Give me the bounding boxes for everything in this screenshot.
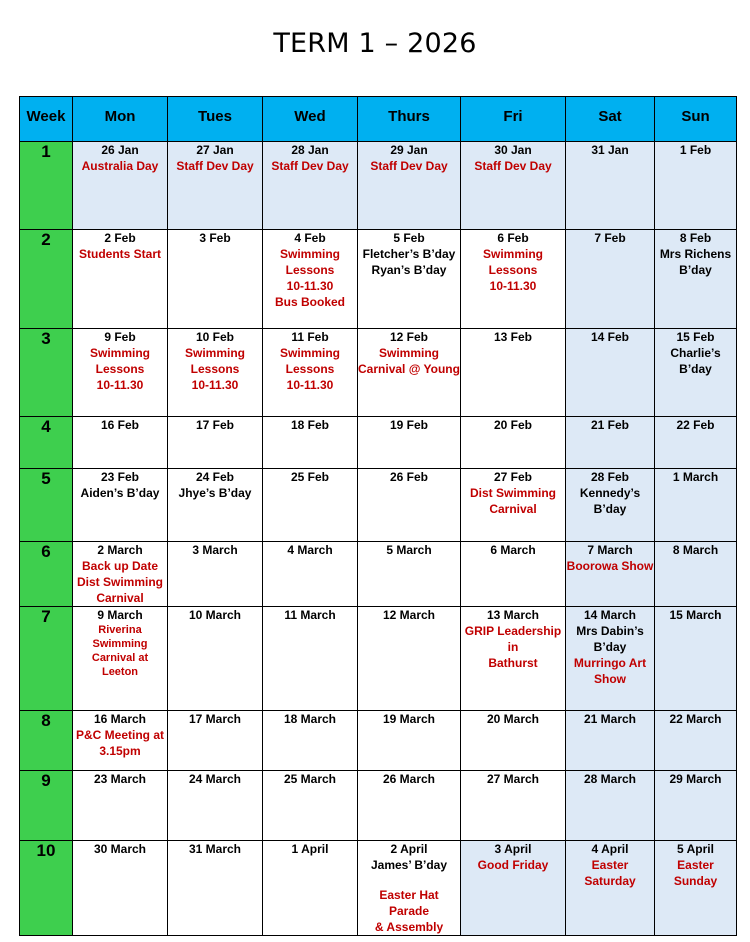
day-event: Mrs Richens — [659, 247, 732, 261]
day-event: Ryan’s B’day — [371, 263, 447, 277]
day-cell — [73, 607, 168, 711]
day-date: 26 March — [382, 772, 436, 786]
term-calendar-table — [19, 96, 737, 936]
day-cell — [73, 142, 168, 230]
day-date: 6 Feb — [497, 231, 529, 245]
week-row — [20, 841, 737, 936]
day-cell — [73, 469, 168, 542]
day-date: 28 March — [583, 772, 637, 786]
day-event: Easter — [677, 858, 714, 872]
day-event: Swimming — [89, 346, 150, 360]
day-cell — [655, 230, 737, 329]
day-cell — [566, 542, 655, 607]
day-date: 9 Feb — [104, 330, 136, 344]
day-event: Australia Day — [81, 159, 159, 173]
day-event: B’day — [679, 362, 712, 376]
day-date: 12 March — [382, 608, 436, 622]
day-event: Saturday — [584, 874, 636, 888]
header-fri: Fri — [461, 97, 566, 142]
day-event: Lessons — [285, 362, 335, 376]
day-event: Swimming — [378, 346, 439, 360]
day-event: Staff Dev Day — [176, 159, 254, 173]
day-cell — [263, 711, 358, 771]
day-date: 3 March — [192, 543, 238, 557]
day-cell — [168, 417, 263, 469]
day-cell — [655, 329, 737, 417]
day-date: 9 March — [97, 608, 143, 622]
day-cell — [655, 841, 737, 936]
day-cell — [263, 771, 358, 841]
day-cell — [358, 542, 461, 607]
day-cell — [461, 329, 566, 417]
week-number: 3 — [20, 329, 73, 417]
day-cell — [73, 771, 168, 841]
day-cell — [358, 142, 461, 230]
day-date: 12 Feb — [389, 330, 428, 344]
day-event: 3.15pm — [99, 744, 141, 758]
day-cell — [655, 417, 737, 469]
day-cell — [168, 711, 263, 771]
day-date: 14 Feb — [590, 330, 629, 344]
day-cell — [263, 230, 358, 329]
page-title: TERM 1 – 2026 — [273, 28, 477, 59]
day-date: 27 March — [486, 772, 540, 786]
day-date: 21 March — [583, 712, 637, 726]
day-event: Swimming — [279, 346, 340, 360]
day-cell — [566, 469, 655, 542]
day-cell — [73, 711, 168, 771]
day-event: B’day — [593, 640, 627, 654]
day-cell — [358, 230, 461, 329]
day-date: 13 Feb — [493, 330, 532, 344]
day-date: 30 March — [93, 842, 147, 856]
day-event — [358, 873, 460, 887]
day-cell — [358, 711, 461, 771]
day-cell — [461, 230, 566, 329]
day-cell — [461, 771, 566, 841]
day-event: Staff Dev Day — [271, 159, 349, 173]
day-date: 11 March — [284, 608, 336, 622]
day-cell — [358, 771, 461, 841]
header-thurs: Thurs — [358, 97, 461, 142]
day-cell — [73, 417, 168, 469]
week-row — [20, 142, 737, 230]
day-date: 16 Feb — [100, 418, 139, 432]
day-cell — [655, 771, 737, 841]
day-event: P&C Meeting at — [75, 728, 164, 742]
day-date: 1 Feb — [679, 143, 712, 157]
day-date: 8 March — [672, 543, 719, 557]
day-cell — [655, 542, 737, 607]
week-number: 2 — [20, 230, 73, 329]
day-date: 25 Feb — [290, 470, 329, 484]
day-date: 5 April — [677, 842, 714, 856]
day-date: 19 Feb — [389, 418, 428, 432]
week-number: 4 — [20, 417, 73, 469]
day-date: 29 March — [669, 772, 722, 786]
day-date: 4 Feb — [294, 231, 326, 245]
day-cell — [168, 230, 263, 329]
day-event: Dist Swimming — [469, 486, 556, 500]
day-cell — [168, 469, 263, 542]
day-cell — [263, 841, 358, 936]
day-cell — [263, 329, 358, 417]
day-cell — [263, 542, 358, 607]
day-cell — [73, 542, 168, 607]
day-date: 26 Jan — [101, 143, 139, 157]
day-event: Carnival @ Young — [358, 362, 460, 376]
day-event: Staff Dev Day — [474, 159, 552, 173]
day-event: Boorowa Show — [566, 559, 654, 573]
day-cell — [566, 329, 655, 417]
day-event: Mrs Dabin’s — [576, 624, 644, 638]
header-wed: Wed — [263, 97, 358, 142]
day-date: 2 Feb — [104, 231, 136, 245]
day-date: 3 Feb — [199, 231, 231, 245]
day-cell — [461, 469, 566, 542]
day-event: B’day — [679, 263, 712, 277]
week-row — [20, 230, 737, 329]
day-cell — [566, 417, 655, 469]
day-cell — [263, 417, 358, 469]
day-event: Back up Date — [81, 559, 159, 573]
day-cell — [566, 142, 655, 230]
day-date: 5 March — [386, 543, 432, 557]
day-event: Easter Hat Parade — [379, 888, 439, 918]
day-cell — [263, 142, 358, 230]
day-date: 19 March — [382, 712, 436, 726]
day-cell — [73, 841, 168, 936]
day-cell — [263, 607, 358, 711]
day-cell — [358, 469, 461, 542]
day-cell — [566, 230, 655, 329]
day-cell — [73, 230, 168, 329]
day-date: 10 March — [188, 608, 242, 622]
day-event: Carnival at Leeton — [91, 652, 149, 678]
day-date: 2 April — [390, 842, 428, 856]
day-date: 21 Feb — [590, 418, 629, 432]
week-row — [20, 469, 737, 542]
day-cell — [461, 711, 566, 771]
day-date: 15 Feb — [676, 330, 715, 344]
day-date: 17 Feb — [195, 418, 234, 432]
day-date: 23 March — [93, 772, 147, 786]
day-date: 17 March — [188, 712, 242, 726]
day-cell — [566, 841, 655, 936]
day-date: 31 March — [188, 842, 242, 856]
day-cell — [168, 542, 263, 607]
day-event: Students Start — [78, 247, 161, 261]
day-cell — [655, 711, 737, 771]
week-number: 8 — [20, 711, 73, 771]
day-cell — [461, 607, 566, 711]
day-event: 10-11.30 — [191, 378, 239, 392]
day-date: 24 Feb — [195, 470, 234, 484]
day-event: 10-11.30 — [489, 279, 537, 293]
day-date: 28 Jan — [291, 143, 329, 157]
day-date: 18 Feb — [290, 418, 329, 432]
day-event: Charlie’s — [670, 346, 721, 360]
week-number: 10 — [20, 841, 73, 936]
day-event: Kennedy’s — [579, 486, 641, 500]
day-date: 20 Feb — [493, 418, 532, 432]
day-cell — [168, 841, 263, 936]
day-date: 16 March — [93, 712, 147, 726]
day-date: 30 Jan — [494, 143, 532, 157]
day-date: 22 Feb — [676, 418, 715, 432]
week-row — [20, 771, 737, 841]
day-date: 29 Jan — [390, 143, 428, 157]
day-cell — [461, 417, 566, 469]
day-event: Lessons — [285, 263, 335, 277]
day-cell — [358, 329, 461, 417]
header-sun: Sun — [655, 97, 737, 142]
week-number: 6 — [20, 542, 73, 607]
day-cell — [263, 469, 358, 542]
header-row — [20, 97, 737, 142]
day-date: 28 Feb — [590, 470, 629, 484]
day-cell — [655, 607, 737, 711]
day-event: 10-11.30 — [286, 378, 334, 392]
day-cell — [566, 711, 655, 771]
day-event: Swimming — [279, 247, 340, 261]
day-date: 4 March — [287, 543, 333, 557]
day-event: Easter — [591, 858, 629, 872]
day-date: 27 Feb — [493, 470, 532, 484]
day-date: 1 March — [672, 470, 719, 484]
day-date: 4 April — [591, 842, 629, 856]
week-number: 9 — [20, 771, 73, 841]
day-event: Swimming — [184, 346, 245, 360]
day-event: Bus Booked — [274, 295, 345, 309]
day-cell — [461, 542, 566, 607]
day-date: 1 April — [291, 842, 329, 856]
day-cell — [358, 841, 461, 936]
day-cell — [168, 607, 263, 711]
day-event: Fletcher’s B’day — [362, 247, 456, 261]
day-cell — [358, 607, 461, 711]
day-date: 25 March — [283, 772, 337, 786]
day-cell — [358, 417, 461, 469]
day-event: Lessons — [95, 362, 145, 376]
day-date: 3 April — [494, 842, 532, 856]
day-date: 24 March — [188, 772, 242, 786]
day-date: 31 Jan — [591, 143, 629, 157]
day-date: 2 March — [97, 543, 143, 557]
header-week: Week — [20, 97, 73, 142]
day-date: 26 Feb — [389, 470, 428, 484]
day-date: 18 March — [283, 712, 337, 726]
week-row — [20, 711, 737, 771]
day-event: Carnival — [96, 591, 144, 605]
day-cell — [168, 142, 263, 230]
day-date: 7 Feb — [594, 231, 626, 245]
day-event: Show — [594, 672, 626, 686]
day-event: 10-11.30 — [286, 279, 334, 293]
day-cell — [566, 771, 655, 841]
day-event: James’ B’day — [370, 858, 448, 872]
day-cell — [168, 329, 263, 417]
day-date: 15 March — [669, 608, 722, 622]
day-date: 11 Feb — [291, 330, 329, 344]
header-tues: Tues — [168, 97, 263, 142]
day-date: 22 March — [669, 712, 722, 726]
week-row — [20, 417, 737, 469]
day-date: 10 Feb — [195, 330, 234, 344]
week-number: 5 — [20, 469, 73, 542]
day-event: Good Friday — [477, 858, 549, 872]
day-cell — [461, 841, 566, 936]
day-date: 14 March — [583, 608, 637, 622]
week-row — [20, 607, 737, 711]
day-cell — [461, 142, 566, 230]
day-event: Staff Dev Day — [370, 159, 448, 173]
day-event: Swimming Lessons — [482, 247, 543, 277]
day-cell — [566, 607, 655, 711]
day-event: Carnival — [489, 502, 537, 516]
day-date: 23 Feb — [100, 470, 139, 484]
day-date: 6 March — [490, 543, 536, 557]
day-cell — [73, 329, 168, 417]
day-date: 27 Jan — [196, 143, 234, 157]
day-event: 10-11.30 — [96, 378, 144, 392]
week-number: 7 — [20, 607, 73, 711]
header-mon: Mon — [73, 97, 168, 142]
day-date: 20 March — [486, 712, 540, 726]
day-event: GRIP Leadership in — [464, 624, 562, 654]
day-date: 13 March — [486, 608, 540, 622]
day-cell — [655, 142, 737, 230]
header-sat: Sat — [566, 97, 655, 142]
week-number: 1 — [20, 142, 73, 230]
day-event: Sunday — [673, 874, 718, 888]
day-event: & Assembly — [374, 920, 444, 934]
day-event: Riverina Swimming — [92, 624, 148, 650]
day-date: 8 Feb — [679, 231, 712, 245]
day-event: Aiden’s B’day — [80, 486, 160, 500]
day-event: Murringo Art — [573, 656, 647, 670]
day-cell — [655, 469, 737, 542]
day-event: Dist Swimming — [76, 575, 163, 589]
day-event: Jhye’s B’day — [178, 486, 252, 500]
day-date: 5 Feb — [393, 231, 425, 245]
week-row — [20, 329, 737, 417]
day-date: 7 March — [587, 543, 633, 557]
day-event: B’day — [593, 502, 627, 516]
day-event: Lessons — [190, 362, 240, 376]
day-cell — [168, 771, 263, 841]
day-event: Bathurst — [488, 656, 538, 670]
week-row — [20, 542, 737, 607]
